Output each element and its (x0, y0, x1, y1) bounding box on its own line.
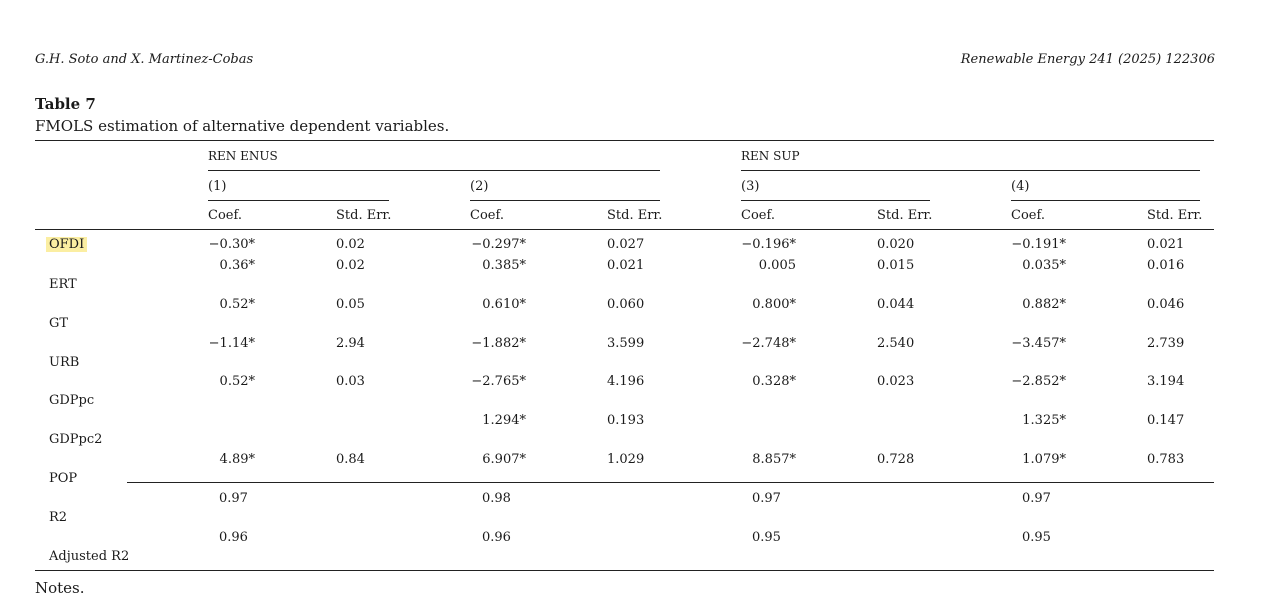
se-header-2: Std. Err. (607, 208, 663, 223)
group-header-ren-enus: REN ENUS (208, 149, 278, 163)
coef-cell: 0.36* (219, 258, 255, 273)
stat-cell: 0.97 (219, 491, 248, 506)
std-err-cell: 0.023 (877, 374, 915, 389)
stat-cell: 0.96 (482, 530, 511, 545)
std-err-cell: 0.027 (607, 237, 645, 252)
row-label-pop: POP (49, 471, 78, 486)
coef-cell: −2.748* (741, 336, 796, 351)
table-caption: FMOLS estimation of alternative dependent variables. (35, 117, 450, 135)
table-top-rule (35, 140, 1214, 141)
stat-cell: 0.97 (752, 491, 781, 506)
std-err-cell: 3.599 (607, 336, 645, 351)
std-err-cell: 0.044 (877, 297, 915, 312)
model-rule-4 (1011, 200, 1200, 201)
model-header-3: (3) (741, 179, 760, 194)
coef-cell: −2.765* (471, 374, 526, 389)
table-bottom-rule (35, 570, 1214, 571)
coef-cell: 1.325* (1022, 413, 1066, 428)
std-err-cell: 0.02 (336, 237, 365, 252)
std-err-cell: 0.015 (877, 258, 915, 273)
coef-cell: 0.610* (482, 297, 526, 312)
group-header-ren-sup: REN SUP (741, 149, 800, 163)
coef-cell: 0.882* (1022, 297, 1066, 312)
std-err-cell: 2.540 (877, 336, 915, 351)
std-err-cell: 0.021 (1147, 237, 1185, 252)
coef-cell: 0.005 (758, 258, 796, 273)
std-err-cell: 4.196 (607, 374, 645, 389)
row-label-gt: GT (49, 316, 69, 331)
group-rule-ren-sup (741, 170, 1200, 171)
std-err-cell: 3.194 (1147, 374, 1185, 389)
coef-cell: −1.14* (208, 336, 255, 351)
stats-separator-rule (127, 482, 1214, 483)
coef-cell: 4.89* (219, 452, 255, 467)
coef-cell: 6.907* (482, 452, 526, 467)
coef-cell: −2.852* (1011, 374, 1066, 389)
model-header-4: (4) (1011, 179, 1030, 194)
std-err-cell: 0.046 (1147, 297, 1185, 312)
coef-cell: −3.457* (1011, 336, 1066, 351)
std-err-cell: 2.739 (1147, 336, 1185, 351)
table-label: Table 7 (35, 95, 96, 113)
coef-cell: 0.800* (752, 297, 796, 312)
std-err-cell: 0.020 (877, 237, 915, 252)
coef-cell: −1.882* (471, 336, 526, 351)
std-err-cell: 0.193 (607, 413, 645, 428)
coef-cell: 1.294* (482, 413, 526, 428)
std-err-cell: 0.03 (336, 374, 365, 389)
coef-cell: −0.196* (741, 237, 796, 252)
std-err-cell: 0.728 (877, 452, 915, 467)
std-err-cell: 0.147 (1147, 413, 1185, 428)
coef-cell: 0.035* (1022, 258, 1066, 273)
coef-header-4: Coef. (1011, 208, 1045, 223)
coef-cell: 0.52* (219, 374, 255, 389)
row-label-gdppc: GDPpc (49, 393, 95, 408)
model-header-1: (1) (208, 179, 227, 194)
coef-header-1: Coef. (208, 208, 242, 223)
model-rule-3 (741, 200, 930, 201)
row-label-ofdi (49, 237, 87, 252)
model-rule-2 (470, 200, 660, 201)
std-err-cell: 0.84 (336, 452, 365, 467)
stat-cell: 0.96 (219, 530, 248, 545)
model-header-2: (2) (470, 179, 489, 194)
stat-cell: 0.98 (482, 491, 511, 506)
row-label-adjusted-r2: Adjusted R2 (49, 549, 130, 564)
coef-header-2: Coef. (470, 208, 504, 223)
se-header-4: Std. Err. (1147, 208, 1203, 223)
std-err-cell: 0.021 (607, 258, 645, 273)
std-err-cell: 1.029 (607, 452, 645, 467)
row-label-ert: ERT (49, 277, 77, 292)
model-rule-1 (208, 200, 389, 201)
coef-cell: 0.52* (219, 297, 255, 312)
coef-cell: −0.191* (1011, 237, 1066, 252)
se-header-1: Std. Err. (336, 208, 392, 223)
std-err-cell: 0.05 (336, 297, 365, 312)
running-header-journal: Renewable Energy 241 (2025) 122306 (960, 52, 1215, 67)
coef-cell: 1.079* (1022, 452, 1066, 467)
table-header-rule (35, 229, 1214, 230)
std-err-cell: 0.02 (336, 258, 365, 273)
stat-cell: 0.97 (1022, 491, 1051, 506)
coef-cell: −0.297* (471, 237, 526, 252)
std-err-cell: 0.016 (1147, 258, 1185, 273)
coef-header-3: Coef. (741, 208, 775, 223)
highlighted-label: OFDI (46, 237, 87, 252)
group-rule-ren-enus (208, 170, 660, 171)
row-label-urb: URB (49, 355, 80, 370)
table-notes: Notes. (35, 579, 85, 597)
std-err-cell: 0.060 (607, 297, 645, 312)
stat-cell: 0.95 (752, 530, 781, 545)
running-header-authors: G.H. Soto and X. Martinez-Cobas (35, 52, 254, 67)
std-err-cell: 2.94 (336, 336, 365, 351)
row-label-r2: R2 (49, 510, 68, 525)
std-err-cell: 0.783 (1147, 452, 1185, 467)
stat-cell: 0.95 (1022, 530, 1051, 545)
coef-cell: −0.30* (208, 237, 255, 252)
se-header-3: Std. Err. (877, 208, 933, 223)
row-label-gdppc2: GDPpc2 (49, 432, 103, 447)
coef-cell: 0.385* (482, 258, 526, 273)
coef-cell: 8.857* (752, 452, 796, 467)
coef-cell: 0.328* (752, 374, 796, 389)
